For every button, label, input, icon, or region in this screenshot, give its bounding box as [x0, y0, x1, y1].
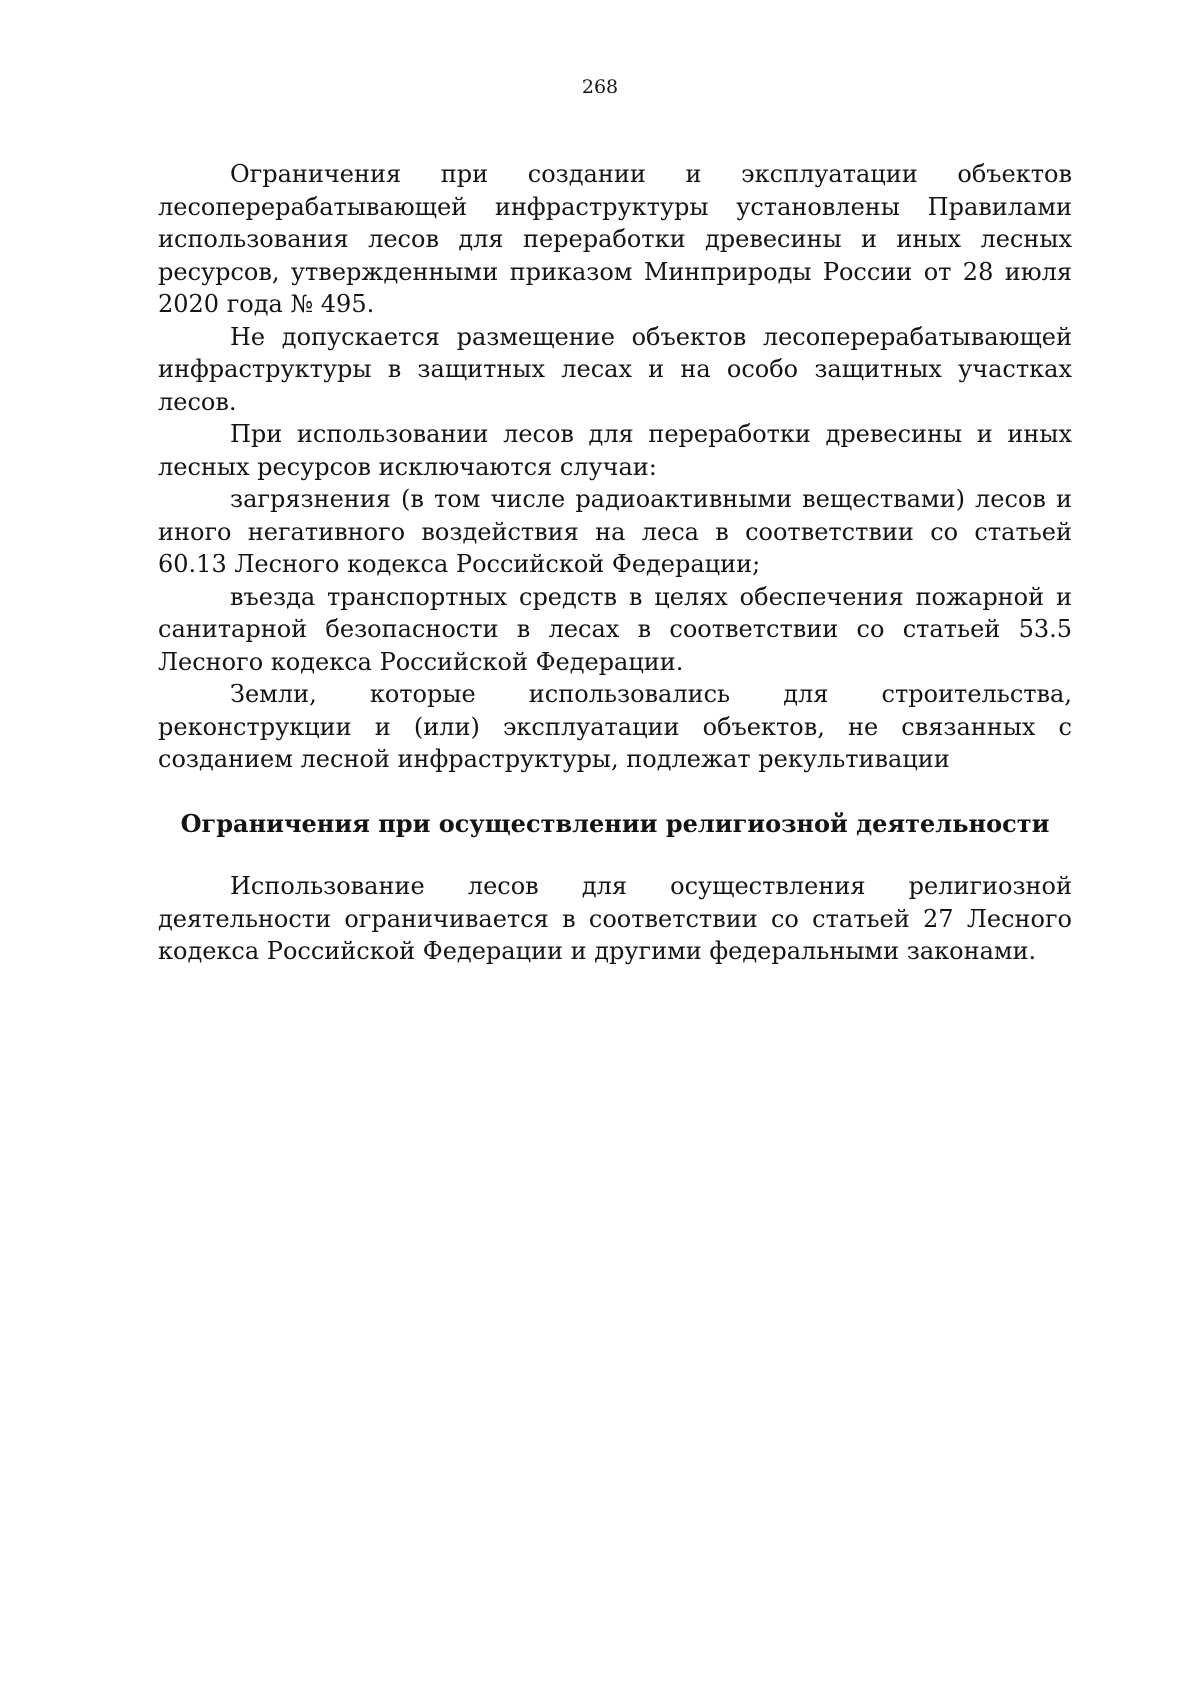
paragraph-vehicle-entry: въезда транспортных средств в целях обеспечения пожарной и санитарной безопасности в лесах в соответствии со статьей 53.5 Лесного кодекса Российской Федерации. — [158, 582, 1072, 676]
paragraph-restrictions-intro: Ограничения при создании и эксплуатации объектов лесоперерабатывающей инфраструктуры установлены Правилами использования лесов для переработки древесины и иных лесных ресурсов, утвержденными приказом Минприроды России от 28 июля 2020 года № 495. — [158, 160, 1072, 318]
paragraph-religious-use: Использование лесов для осуществления религиозной деятельности ограничивается в соответствии со статьей 27 Лесного кодекса Российской Федерации и другими федеральными законами. — [158, 872, 1072, 965]
paragraph-land-recultivation: Земли, которые использовались для строительства, реконструкции и (или) эксплуатации объектов, не связанных с созданием лесной инфраструктуры, подлежат рекультивации — [158, 680, 1072, 773]
paragraph-pollution: загрязнения (в том числе радиоактивными веществами) лесов и иного негативного воздействия на леса в соответствии со статьей 60.13 Лесного кодекса Российской Федерации; — [158, 485, 1072, 578]
paragraph-excluded-cases: При использовании лесов для переработки древесины и иных лесных ресурсов исключаются случаи: — [158, 420, 1072, 481]
page-number: 268 — [581, 76, 619, 98]
paragraph-placement-ban: Не допускается размещение объектов лесоперерабатывающей инфраструктуры в защитных лесах и на особо защитных участках лесов. — [158, 322, 1072, 416]
document-body — [158, 158, 1072, 968]
section-heading-religious: Ограничения при осуществлении религиозной деятельности — [180, 808, 1050, 838]
